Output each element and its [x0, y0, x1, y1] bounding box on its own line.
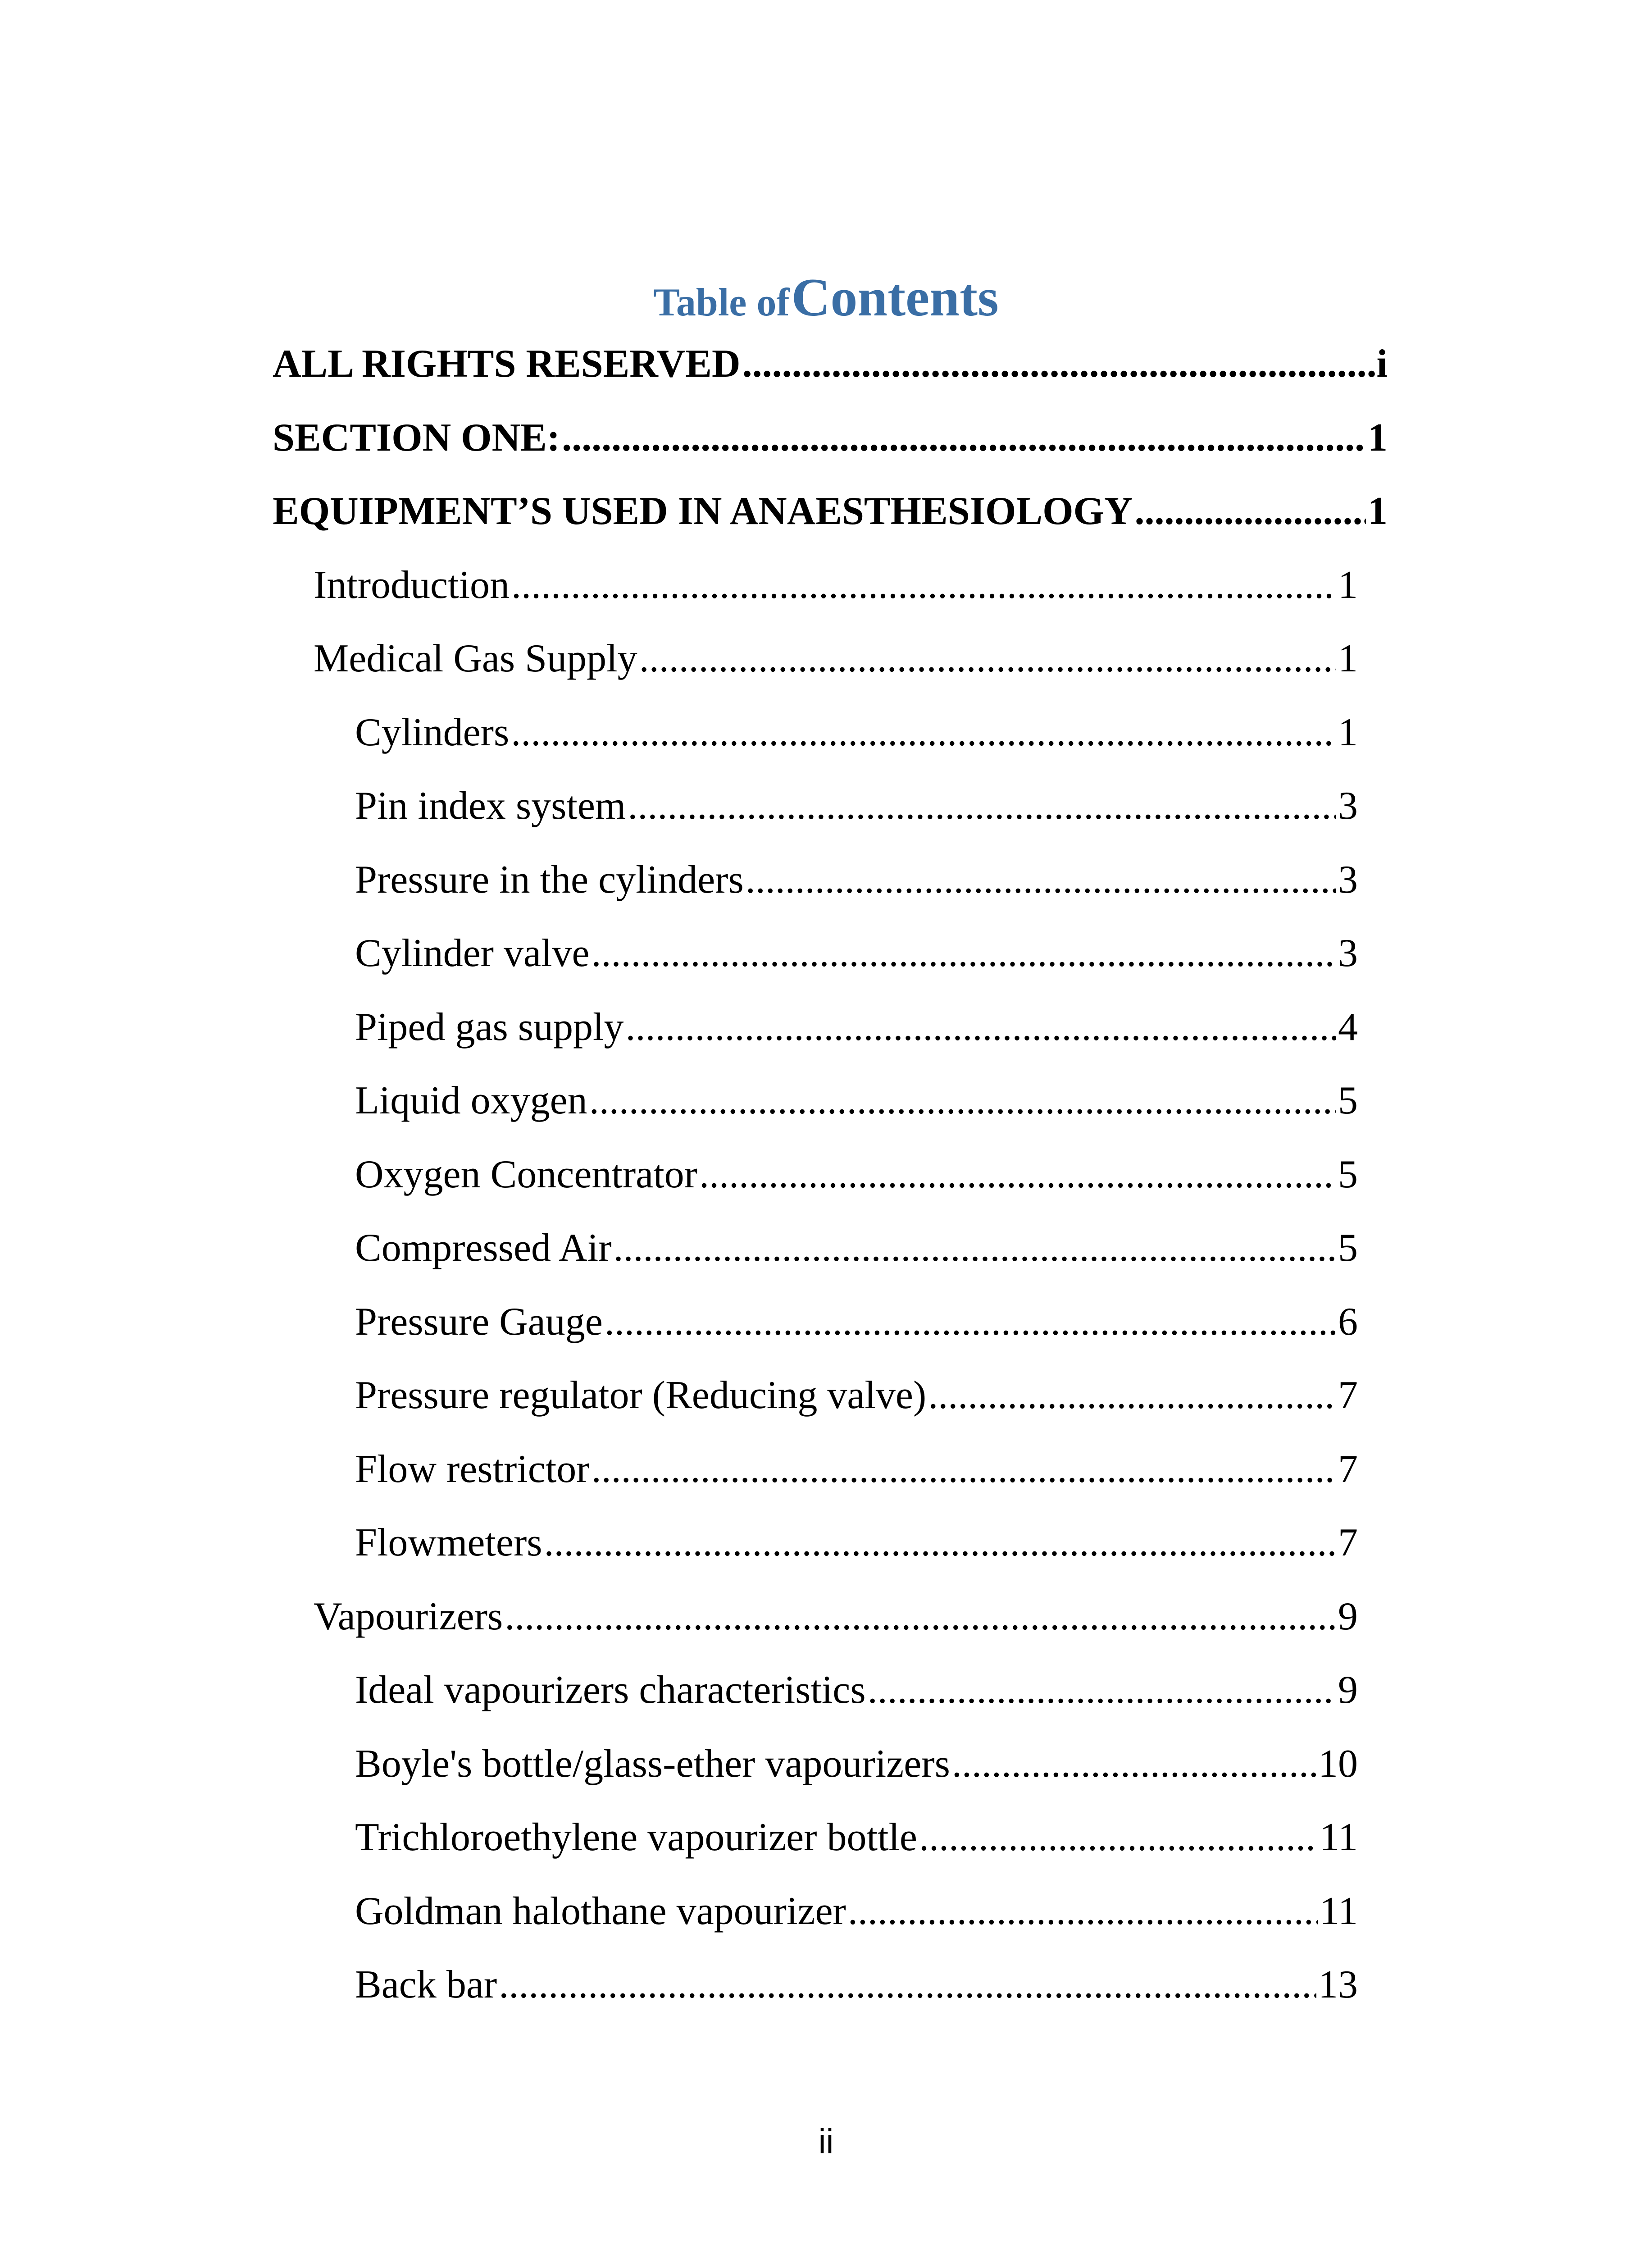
toc-entry-page-number: 1 — [1338, 711, 1358, 754]
toc-entry-page-number: 3 — [1338, 784, 1358, 828]
toc-entry-page-number: 4 — [1338, 1005, 1358, 1049]
toc-entry[interactable] — [355, 932, 1358, 976]
toc-dot-leader — [699, 1153, 1336, 1197]
toc-entry-page-number: 1 — [1338, 563, 1358, 607]
toc-entry[interactable] — [355, 1153, 1358, 1197]
toc-dot-leader — [505, 1595, 1336, 1639]
toc-dot-leader — [919, 1816, 1318, 1860]
toc-entry-title: SECTION ONE: — [273, 416, 560, 460]
toc-entry-page-number: 13 — [1318, 1963, 1358, 2007]
toc-dot-leader — [639, 637, 1336, 681]
toc-dot-leader — [614, 1227, 1336, 1270]
toc-entry[interactable] — [355, 1742, 1358, 1786]
toc-entry-title: Pressure in the cylinders — [355, 858, 744, 902]
toc-entry-title: ALL RIGHTS RESERVED — [273, 342, 741, 386]
toc-dot-leader — [511, 711, 1336, 755]
toc-entry-title: Liquid oxygen — [355, 1079, 587, 1122]
toc-entry[interactable] — [273, 416, 1388, 460]
toc-entry-page-number: 7 — [1338, 1447, 1358, 1491]
toc-entry[interactable] — [355, 1890, 1358, 1934]
toc-entry[interactable] — [355, 1374, 1358, 1418]
toc-entry-page-number: 7 — [1338, 1521, 1358, 1564]
toc-entry-title: Cylinders — [355, 711, 510, 754]
toc-entry[interactable] — [314, 1595, 1358, 1639]
toc-entry-title: Pressure Gauge — [355, 1300, 603, 1344]
toc-entry-title: Flowmeters — [355, 1521, 542, 1564]
toc-dot-leader — [592, 932, 1336, 976]
toc-entry[interactable] — [355, 1816, 1358, 1860]
toc-dot-leader — [928, 1374, 1336, 1418]
toc-entry-page-number: 3 — [1338, 858, 1358, 902]
toc-dot-leader — [592, 1448, 1336, 1491]
toc-entry-page-number: 5 — [1338, 1079, 1358, 1122]
toc-dot-leader — [952, 1742, 1316, 1786]
toc-entry-title: Boyle's bottle/glass-ether vapourizers — [355, 1742, 950, 1786]
toc-entry-title: Pressure regulator (Reducing valve) — [355, 1373, 927, 1417]
toc-entry-title: Flow restrictor — [355, 1447, 590, 1491]
toc-entry[interactable] — [355, 784, 1358, 828]
toc-entry-page-number: 9 — [1338, 1668, 1358, 1712]
toc-entry-page-number: 6 — [1338, 1300, 1358, 1344]
toc-entry-title: Introduction — [314, 563, 510, 607]
toc-dot-leader — [746, 858, 1336, 902]
toc-dot-leader — [628, 784, 1336, 828]
toc-entry-page-number: 11 — [1320, 1889, 1358, 1933]
toc-entry[interactable] — [314, 564, 1358, 607]
toc-entry-page-number: 9 — [1338, 1595, 1358, 1638]
toc-entry[interactable] — [355, 1669, 1358, 1712]
toc-entry[interactable] — [355, 1963, 1358, 2007]
toc-entry-page-number: 3 — [1338, 931, 1358, 975]
toc-entry[interactable] — [355, 1006, 1358, 1049]
toc-entry-title: EQUIPMENT’S USED IN ANAESTHESIOLOGY — [273, 489, 1133, 533]
toc-entry[interactable] — [355, 1448, 1358, 1491]
toc-entry-title: Medical Gas Supply — [314, 637, 637, 680]
toc-entry-title: Piped gas supply — [355, 1005, 624, 1049]
toc-entry[interactable] — [355, 1227, 1358, 1270]
toc-entry-page-number: 11 — [1320, 1815, 1358, 1859]
toc-entry[interactable] — [355, 1079, 1358, 1123]
toc-entry-page-number: 5 — [1338, 1226, 1358, 1270]
toc-entry[interactable] — [355, 711, 1358, 755]
toc-dot-leader — [511, 564, 1336, 607]
toc-heading — [0, 267, 1652, 327]
toc-dot-leader — [562, 416, 1366, 460]
toc-entry-title: Trichloroethylene vapourizer bottle — [355, 1815, 917, 1859]
page-number: ii — [818, 2122, 834, 2161]
toc-entry-title: Pin index system — [355, 784, 626, 828]
toc-dot-leader — [589, 1079, 1336, 1123]
toc-dot-leader — [544, 1521, 1336, 1565]
toc-entry-page-number: 1 — [1368, 489, 1388, 533]
toc-dot-leader — [848, 1890, 1318, 1934]
toc-dot-leader — [605, 1300, 1336, 1344]
toc-entry-page-number: 5 — [1338, 1153, 1358, 1196]
toc-entry-title: Compressed Air — [355, 1226, 612, 1270]
toc-entry[interactable] — [355, 1300, 1358, 1344]
toc-entry-title: Goldman halothane vapourizer — [355, 1889, 846, 1933]
toc-entry[interactable] — [273, 490, 1388, 534]
toc-entry[interactable] — [355, 1521, 1358, 1565]
toc-entry-title: Back bar — [355, 1963, 497, 2007]
toc-entry[interactable] — [273, 342, 1388, 386]
toc-heading-prefix: Table of — [653, 281, 790, 324]
toc-entry-page-number: 1 — [1338, 637, 1358, 680]
toc-heading-main: Contents — [791, 267, 999, 327]
toc-entry-title: Cylinder valve — [355, 931, 590, 975]
toc-dot-leader — [742, 342, 1375, 386]
toc-entry[interactable] — [355, 858, 1358, 902]
toc-entry-title: Oxygen Concentrator — [355, 1153, 697, 1196]
toc-entry-page-number: 7 — [1338, 1373, 1358, 1417]
toc-dot-leader — [1135, 490, 1366, 534]
toc-dot-leader — [499, 1963, 1316, 2007]
toc-dot-leader — [625, 1006, 1336, 1049]
toc-entry-page-number: i — [1376, 342, 1388, 386]
toc-entry-page-number: 10 — [1318, 1742, 1358, 1786]
toc-entry-title: Vapourizers — [314, 1595, 503, 1638]
toc-entry[interactable] — [314, 637, 1358, 681]
toc-entry-title: Ideal vapourizers characteristics — [355, 1668, 866, 1712]
toc-entry-page-number: 1 — [1368, 416, 1388, 460]
toc-dot-leader — [868, 1669, 1336, 1712]
